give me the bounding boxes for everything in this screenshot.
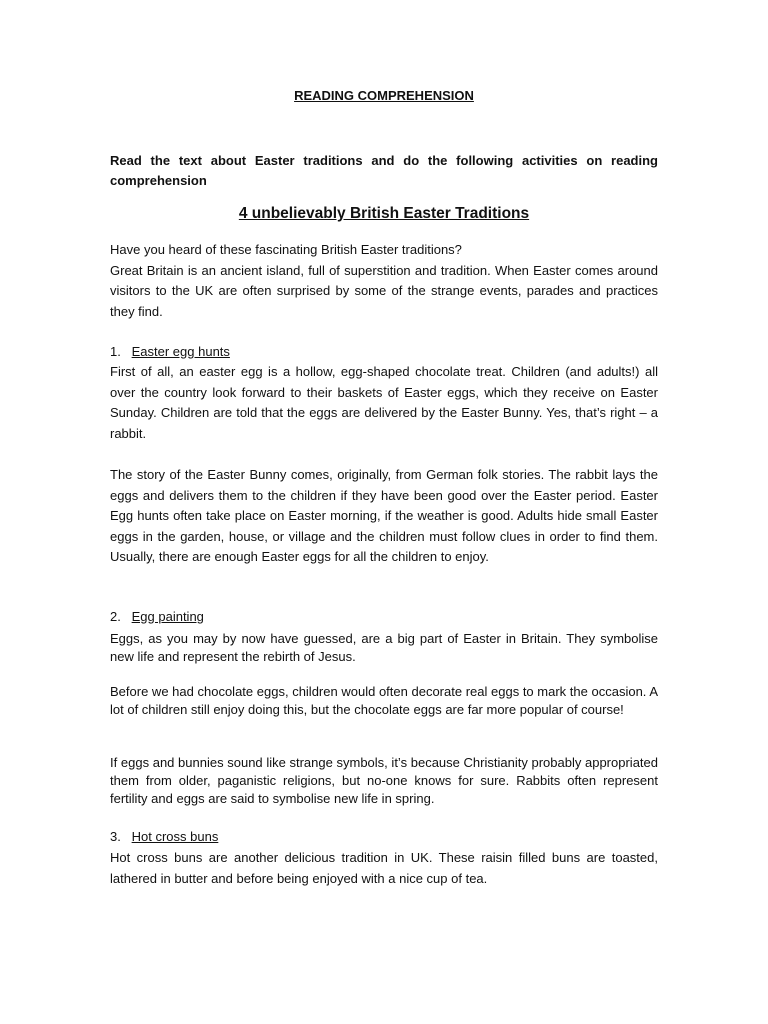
document-page bbox=[110, 0, 658, 1024]
section-number: 1. bbox=[110, 344, 121, 359]
paragraph-egg-painting-2: Before we had chocolate eggs, children would often decorate real eggs to mark the occasion. A lot of children still enjoy doing this, but the chocolate eggs are far more popular of course! bbox=[110, 684, 658, 717]
paragraph-egg-painting-1: Eggs, as you may by now have guessed, are a big part of Easter in Britain. They symbolise new life and represent the rebirth of Jesus. bbox=[110, 631, 658, 664]
section-number: 2. bbox=[110, 609, 121, 624]
section-heading-easter-egg-hunts bbox=[110, 344, 230, 359]
paragraph-hot-cross-buns-1: Hot cross buns are another delicious tradition in UK. These raisin filled buns are toasted, lathered in butter and before being enjoyed with a nice cup of tea. bbox=[110, 850, 658, 886]
paragraph-egg-hunts-2: The story of the Easter Bunny comes, originally, from German folk stories. The rabbit lays the eggs and delivers them to the children if they have been good over the Easter period. Easter Egg hunts often take place on Easter morning, if the weather is good. Adults hide small Easter eggs in the garden, house, or village and the children must follow clues in order to find them. Usually, there are enough Easter eggs for all the children to enjoy. bbox=[110, 467, 658, 564]
section-title: Easter egg hunts bbox=[131, 344, 230, 359]
intro-question: Have you heard of these fascinating British Easter traditions? bbox=[110, 242, 462, 257]
section-title: Egg painting bbox=[131, 609, 204, 624]
section-heading-egg-painting bbox=[110, 609, 204, 624]
instructions-text: Read the text about Easter traditions and do the following activities on reading comprehension bbox=[110, 153, 658, 188]
intro-paragraph bbox=[110, 240, 658, 322]
page-heading: READING COMPREHENSION bbox=[294, 88, 474, 103]
section-heading-hot-cross-buns bbox=[110, 829, 218, 844]
intro-text: Great Britain is an ancient island, full of superstition and tradition. When Easter comes around visitors to the UK are often surprised by some of the strange events, parades and practices they find. bbox=[110, 262, 658, 319]
article-title: 4 unbelievably British Easter Traditions bbox=[238, 205, 530, 222]
paragraph-egg-painting-3: If eggs and bunnies sound like strange symbols, it’s because Christianity probably appropriated them from older, paganistic religions, but no-one knows for sure. Rabbits often represent fertility and eggs are said to symbolise new life in spring. bbox=[110, 755, 658, 806]
paragraph-egg-hunts-1: First of all, an easter egg is a hollow, egg-shaped chocolate treat. Children (and adults!) all over the country look forward to their baskets of Easter eggs, which they receive on Easter Sunday. Children are told that the eggs are delivered by the Easter Bunny. Yes, that’s right – a rabbit. bbox=[110, 364, 658, 441]
section-title: Hot cross buns bbox=[131, 829, 219, 844]
section-number: 3. bbox=[110, 829, 121, 844]
